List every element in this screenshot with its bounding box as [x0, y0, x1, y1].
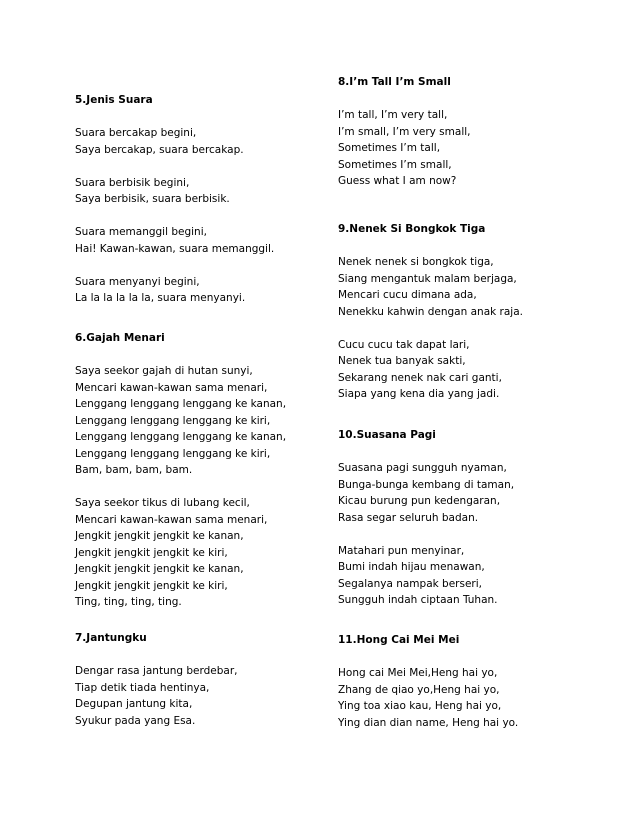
lyric-line: Jengkit jengkit jengkit ke kanan, — [75, 563, 244, 575]
lyric-line: Tiap detik tiada hentinya, — [75, 681, 210, 694]
song-title: 7.Jantungku — [75, 632, 147, 644]
lyric-line: Hong cai Mei Mei,Heng hai yo, — [338, 667, 498, 679]
stanza — [75, 274, 345, 307]
stanza — [75, 125, 345, 158]
lyric-line: Mencari cucu dimana ada, — [338, 289, 477, 301]
blank-line — [338, 238, 608, 255]
lyric-line: Rasa segar seluruh badan. — [338, 511, 479, 524]
song-suasana-pagi — [338, 427, 608, 609]
stanza — [338, 337, 608, 403]
lyric-line: Syukur pada yang Esa. — [75, 714, 196, 727]
blank-line — [75, 647, 345, 664]
lyric-line: Suara memanggil begini, — [75, 226, 207, 238]
lyric-line: Saya seekor tikus di lubang kecil, — [75, 497, 250, 509]
lyric-line: Bam, bam, bam, bam. — [75, 464, 193, 476]
song-i-m-tall-i-m-small — [338, 74, 608, 190]
blank-line — [338, 649, 608, 666]
lyric-line: Saya bercakap, suara bercakap. — [75, 143, 244, 156]
lyric-line: Nenek tua banyak sakti, — [338, 355, 466, 367]
lyric-line: Dengar rasa jantung berdebar, — [75, 665, 238, 677]
lyric-line: Lenggang lenggang lenggang ke kiri, — [75, 447, 271, 460]
stanza — [338, 460, 608, 526]
lyric-line: Lenggang lenggang lenggang ke kanan, — [75, 398, 287, 410]
lyric-line: Guess what I am now? — [338, 175, 457, 187]
song-title: 5.Jenis Suara — [75, 94, 153, 106]
lyric-line: Ying dian dian name, Heng hai yo. — [338, 716, 519, 729]
song-jenis-suara — [75, 92, 345, 307]
blank-line — [338, 320, 608, 337]
stanza — [338, 543, 608, 609]
lyric-line: Suasana pagi sungguh nyaman, — [338, 462, 507, 474]
lyric-line: Bunga-bunga kembang di taman, — [338, 478, 515, 491]
blank-line — [75, 257, 345, 274]
song-title: 8.I’m Tall I’m Small — [338, 76, 451, 88]
lyric-line: La la la la la la, suara menyanyi. — [75, 292, 246, 304]
blank-line — [75, 479, 345, 496]
lyric-line: Siang mengantuk malam berjaga, — [338, 272, 517, 285]
lyric-line: Suara berbisik begini, — [75, 176, 190, 189]
song-title: 9.Nenek Si Bongkok Tiga — [338, 223, 486, 235]
lyric-line: Zhang de qiao yo,Heng hai yo, — [338, 683, 500, 696]
blank-line — [75, 109, 345, 126]
lyric-line: Hai! Kawan-kawan, suara memanggil. — [75, 242, 275, 255]
lyric-line: Saya berbisik, suara berbisik. — [75, 193, 230, 205]
stanza — [338, 665, 608, 731]
lyric-line: Matahari pun menyinar, — [338, 544, 465, 557]
lyric-line: Sungguh indah ciptaan Tuhan. — [338, 594, 498, 606]
blank-line — [75, 347, 345, 364]
stanza — [338, 107, 608, 190]
lyric-line: Siapa yang kena dia yang jadi. — [338, 388, 500, 400]
stanza — [338, 254, 608, 320]
lyric-line: Kicau burung pun kedengaran, — [338, 495, 501, 507]
lyric-line: Jengkit jengkit jengkit ke kiri, — [75, 579, 228, 592]
blank-line — [338, 526, 608, 543]
stanza — [75, 495, 345, 611]
lyric-line: Jengkit jengkit jengkit ke kanan, — [75, 530, 244, 542]
lyric-line: Lenggang lenggang lenggang ke kanan, — [75, 431, 287, 443]
lyric-line: Bumi indah hijau menawan, — [338, 561, 485, 573]
song-title: 11.Hong Cai Mei Mei — [338, 634, 460, 646]
lyric-line: Saya seekor gajah di hutan sunyi, — [75, 365, 253, 377]
stanza — [75, 175, 345, 208]
lyric-line: Ting, ting, ting, ting. — [75, 596, 182, 608]
blank-line — [338, 91, 608, 108]
song-gajah-menari — [75, 330, 345, 611]
song-title: 10.Suasana Pagi — [338, 429, 436, 441]
lyric-line: Suara bercakap begini, — [75, 127, 197, 139]
song-jantungku — [75, 630, 345, 729]
blank-line — [75, 208, 345, 225]
lyric-line: Sometimes I’m tall, — [338, 142, 441, 154]
song-title: 6.Gajah Menari — [75, 332, 165, 344]
lyric-line: Degupan jantung kita, — [75, 698, 193, 710]
lyric-line: Jengkit jengkit jengkit ke kiri, — [75, 546, 228, 559]
song-hong-cai-mei-mei — [338, 632, 608, 731]
stanza — [75, 363, 345, 479]
lyric-line: I’m small, I’m very small, — [338, 125, 471, 138]
lyric-line: Nenek nenek si bongkok tiga, — [338, 256, 494, 268]
lyric-line: Suara menyanyi begini, — [75, 275, 200, 288]
lyric-line: Mencari kawan-kawan sama menari, — [75, 513, 268, 526]
lyric-line: Sometimes I’m small, — [338, 158, 452, 171]
lyric-line: Mencari kawan-kawan sama menari, — [75, 381, 268, 394]
lyric-line: I’m tall, I’m very tall, — [338, 109, 448, 121]
lyric-line: Nenekku kahwin dengan anak raja. — [338, 305, 523, 318]
blank-line — [75, 158, 345, 175]
lyric-line: Segalanya nampak berseri, — [338, 577, 482, 590]
song-nenek-si-bongkok-tiga — [338, 221, 608, 403]
blank-line — [338, 444, 608, 461]
lyric-line: Cucu cucu tak dapat lari, — [338, 338, 470, 351]
stanza — [75, 663, 345, 729]
lyric-line: Ying toa xiao kau, Heng hai yo, — [338, 700, 502, 712]
lyric-line: Sekarang nenek nak cari ganti, — [338, 371, 502, 384]
lyric-line: Lenggang lenggang lenggang ke kiri, — [75, 414, 271, 427]
stanza — [75, 224, 345, 257]
